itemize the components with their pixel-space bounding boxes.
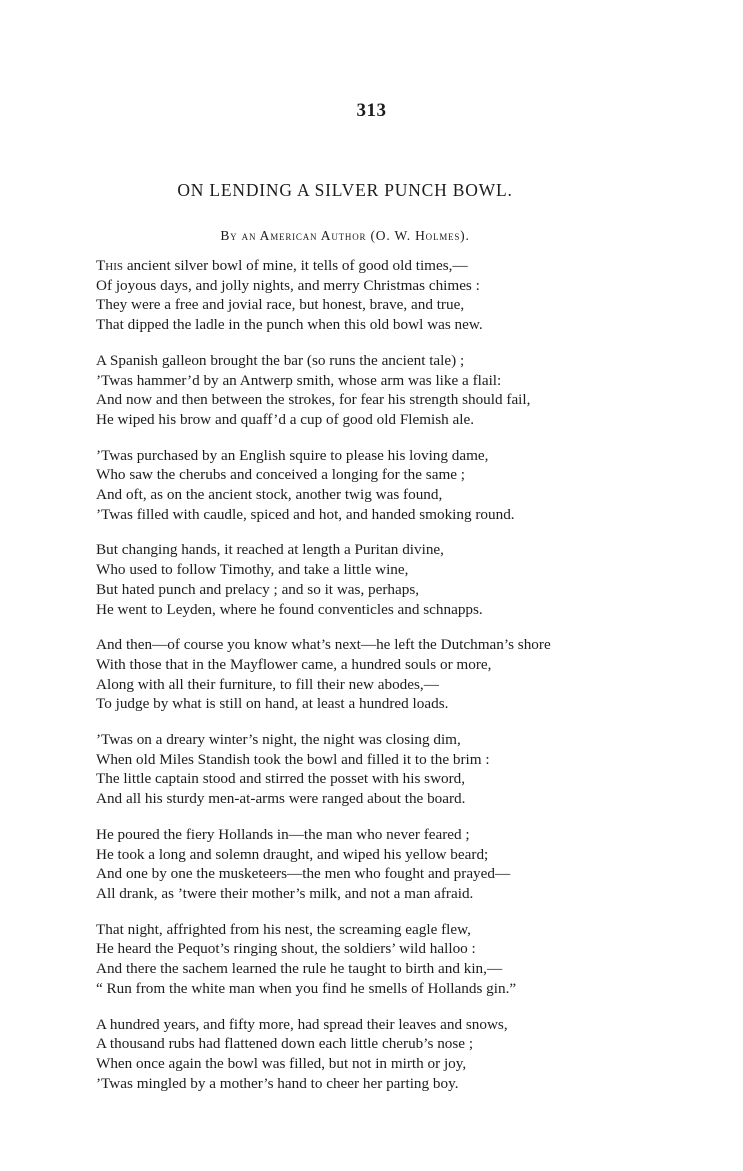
stanza (96, 920, 696, 999)
poem-line: Who saw the cherubs and conceived a longing for the same ; (96, 466, 466, 484)
poem-line: ’Twas on a dreary winter’s night, the night was closing dim, (96, 731, 461, 749)
poem-line: He took a long and solemn draught, and wiped his yellow beard; (96, 845, 489, 863)
poem-body (96, 256, 696, 1109)
drop-word: This (96, 257, 124, 274)
poem-line: That dipped the ladle in the punch when this old bowl was new. (96, 316, 483, 334)
poem-line: He went to Leyden, where he found conventicles and schnapps. (96, 600, 483, 618)
poem-line: And one by one the musketeers—the men who fought and prayed— (96, 865, 511, 883)
poem-line: But changing hands, it reached at length a Puritan divine, (96, 541, 444, 559)
stanza (96, 635, 696, 714)
poem-line: ’Twas filled with caudle, spiced and hot, and handed smoking round. (96, 505, 515, 523)
poem-line: A hundred years, and fifty more, had spread their leaves and snows, (96, 1015, 508, 1033)
poem-line: “ Run from the white man when you find he smells of Hollands gin.” (96, 979, 517, 997)
poem-line: They were a free and jovial race, but honest, brave, and true, (96, 296, 465, 314)
page-number: 313 (356, 100, 387, 121)
poem-line: Who used to follow Timothy, and take a little wine, (96, 561, 409, 579)
stanza (96, 446, 696, 525)
poem-line: A thousand rubs had flattened down each little cherub’s nose ; (96, 1035, 474, 1053)
poem-line: And there the sachem learned the rule he taught to birth and kin,— (96, 960, 503, 978)
poem-line: Along with all their furniture, to fill their new abodes,— (96, 675, 439, 693)
poem-line: All drank, as ’twere their mother’s milk, and not a man afraid. (96, 884, 474, 902)
poem-line: ’Twas mingled by a mother’s hand to cheer her parting boy. (96, 1074, 459, 1092)
poem-line: He heard the Pequot’s ringing shout, the soldiers’ wild halloo : (96, 940, 476, 958)
poem-line: But hated punch and prelacy ; and so it was, perhaps, (96, 580, 420, 598)
first-line-text: ancient silver bowl of mine, it tells of good old times,— (123, 257, 468, 274)
poem-line: He wiped his brow and quaff’d a cup of good old Flemish ale. (96, 410, 475, 428)
poem-line: With those that in the Mayflower came, a hundred souls or more, (96, 655, 492, 673)
poem-title: ON LENDING A SILVER PUNCH BOWL. (177, 180, 513, 200)
stanza-list (96, 276, 696, 1094)
poem-line: To judge by what is still on hand, at least a hundred loads. (96, 695, 449, 713)
stanza (96, 351, 696, 430)
stanza (96, 540, 696, 619)
poem-line: And now and then between the strokes, for fear his strength should fail, (96, 391, 531, 409)
poem-line: He poured the fiery Hollands in—the man who never feared ; (96, 825, 470, 843)
stanza (96, 1015, 696, 1094)
stanza (96, 730, 696, 809)
poem-line: And then—of course you know what’s next—he left the Dutchman’s shore (96, 636, 551, 654)
poem-line: Of joyous days, and jolly nights, and merry Christmas chimes : (96, 276, 480, 294)
poem-line: ’Twas purchased by an English squire to please his loving dame, (96, 446, 489, 464)
poem-first-line (96, 256, 696, 276)
poem-byline: By an American Author (O. W. Holmes). (220, 228, 470, 243)
poem-line: When old Miles Standish took the bowl and filled it to the brim : (96, 750, 490, 768)
stanza (96, 825, 696, 904)
poem-line: And oft, as on the ancient stock, another twig was found, (96, 486, 443, 504)
stanza (96, 276, 696, 335)
poem-line: A Spanish galleon brought the bar (so runs the ancient tale) ; (96, 351, 465, 369)
poem-line: When once again the bowl was filled, but not in mirth or joy, (96, 1054, 467, 1072)
poem-line: The little captain stood and stirred the posset with his sword, (96, 770, 466, 788)
poem-line: ’Twas hammer’d by an Antwerp smith, whose arm was like a flail: (96, 371, 502, 389)
poem-line: And all his sturdy men-at-arms were ranged about the board. (96, 790, 466, 808)
poem-line: That night, affrighted from his nest, the screaming eagle flew, (96, 920, 471, 938)
